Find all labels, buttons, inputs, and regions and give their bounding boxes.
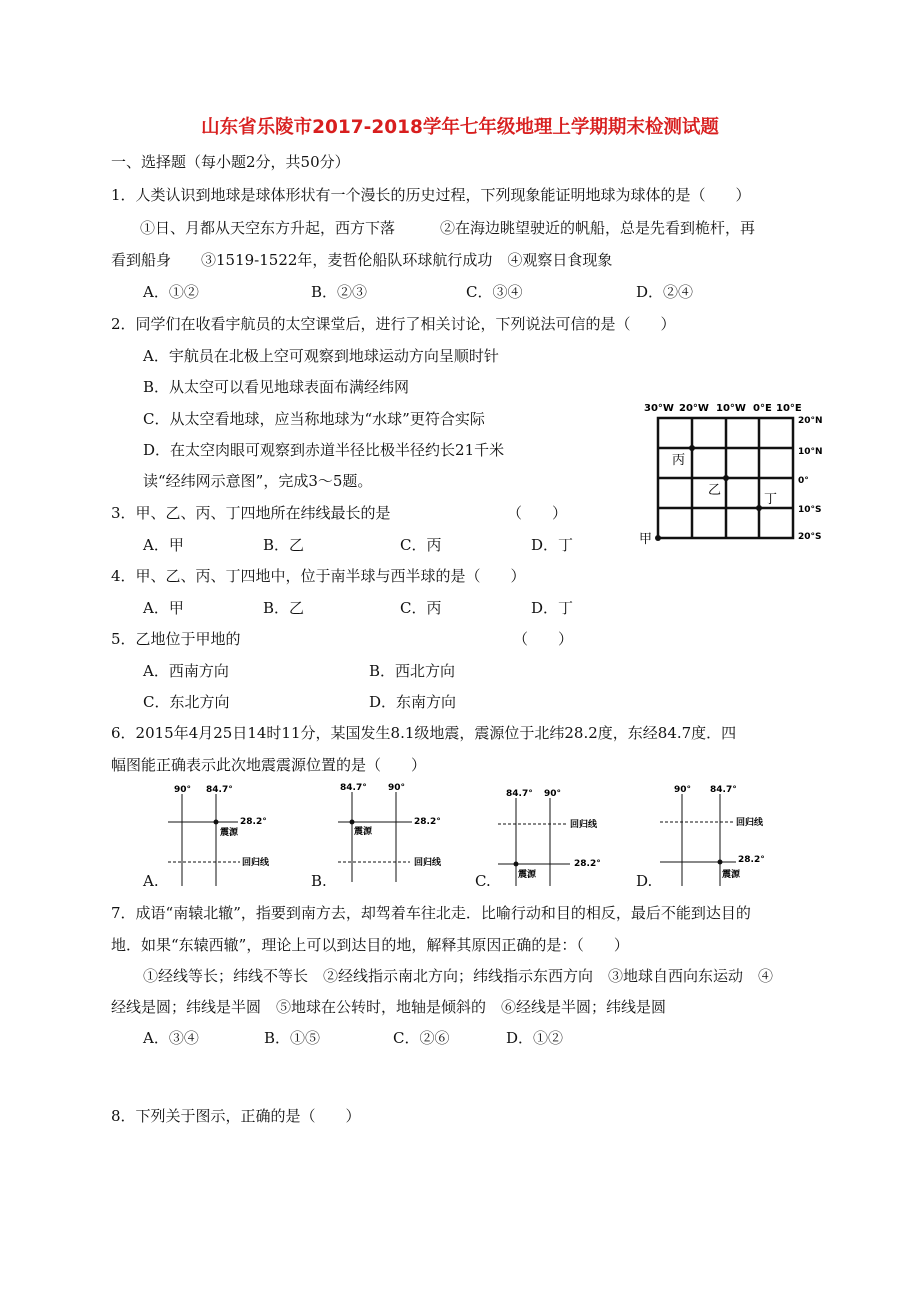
fig-b-lon847: 84.7° [340,783,367,793]
question-2-option-c: C．从太空看地球，应当称地球为“水球”更符合实际 [143,410,485,428]
fig-a-lon90: 90° [174,785,192,795]
quake-figure-a [160,782,290,887]
question-6-letter-c: C. [475,872,491,890]
question-4-option-c: C．丙 [400,599,442,617]
question-4-option-d: D．丁 [531,599,574,617]
point-yi-label: 乙 [708,483,722,498]
question-6-line2: 幅图能正确表示此次地震震源位置的是（ ） [111,756,427,774]
quake-figure-b [330,778,460,883]
fig-a-tropic: 回归线 [242,858,270,868]
question-7-line2: 地．如果“东辕西辙”，理论上可以到达目的地，解释其原因正确的是：（ ） [111,936,629,954]
fig-b-quake: 震源 [354,827,373,837]
question-6-letter-d: D. [636,872,653,890]
question-5-stem: 5．乙地位于甲地的 [111,630,241,648]
question-2-option-b: B．从太空可以看见地球表面布满经纬网 [143,378,410,396]
point-jia-label: 甲 [639,532,653,547]
point-bing-label: 丙 [672,453,686,468]
fig-d-tropic: 回归线 [736,818,764,828]
point-jia-marker [655,535,661,541]
question-5-option-d: D．东南方向 [369,693,457,711]
quake-figure-c [490,782,620,887]
quake-figure-d [652,782,787,887]
grid-lon-label-0e: 0°E [753,403,772,414]
grid-lat-label-10n: 10°N [798,447,823,457]
fig-a-lat: 28.2° [240,817,267,827]
fig-d-quake: 震源 [722,870,741,880]
grid-lon-label-10w: 10°W [716,403,746,414]
point-ding-marker [756,505,762,511]
read-instruction: 读“经纬网示意图”，完成3～5题。 [143,472,373,490]
grid-lat-label-0: 0° [798,476,809,486]
question-5-option-a: A．西南方向 [143,662,229,680]
question-3-option-b: B．乙 [263,536,305,554]
fig-b-lat: 28.2° [414,817,441,827]
fig-c-quake: 震源 [518,870,537,880]
question-4-option-b: B．乙 [263,599,305,617]
question-7-option-d: D．①② [506,1029,564,1047]
grid-lat-label-10s: 10°S [798,505,822,515]
question-4-option-a: A．甲 [143,599,184,617]
question-2-option-a: A．宇航员在北极上空可观察到地球运动方向呈顺时针 [143,347,499,365]
question-1-option-d: D．②④ [636,283,694,301]
page-title: 山东省乐陵市2017-2018学年七年级地理上学期期末检测试题 [201,117,719,138]
question-7-line1: 7．成语“南辕北辙”，指要到南方去，却驾着车往北走．比喻行动和目的相反，最后不能到达目的 [111,904,751,922]
question-1-option-b: B．②③ [311,283,368,301]
fig-a-quake: 震源 [220,828,239,838]
point-yi-marker [723,475,729,481]
question-7-option-a: A．③④ [143,1029,199,1047]
question-7-option-c: C．②⑥ [393,1029,450,1047]
fig-b-lon90: 90° [388,783,406,793]
fig-d-lon90: 90° [674,785,692,795]
question-1-option-a: A．①② [143,283,199,301]
question-4-stem: 4．甲、乙、丙、丁四地中，位于南半球与西半球的是（ ） [111,567,526,585]
fig-d-lon847: 84.7° [710,785,737,795]
question-7-option-b: B．①⑤ [264,1029,321,1047]
latitude-longitude-grid-figure [636,396,823,548]
question-1-line3: 看到船身 ③1519-1522年，麦哲伦船队环球航行成功 ④观察日食现象 [111,251,613,269]
question-2-option-d: D．在太空肉眼可观察到赤道半径比极半径约长21千米 [143,441,505,459]
fig-b-tropic: 回归线 [414,858,442,868]
question-3-stem: 3．甲、乙、丙、丁四地所在纬线最长的是 [111,504,391,522]
point-bing-marker [689,445,695,451]
grid-lon-label-30w: 30°W [644,403,674,414]
question-1-line2: ①日、月都从天空东方升起，西方下落 ②在海边眺望驶近的帆船，总是先看到桅杆，再 [140,219,756,237]
question-5-paren: （ ） [513,630,574,648]
question-6-letter-b: B. [311,872,327,890]
question-6-letter-a: A. [143,872,159,890]
fig-c-lon90: 90° [544,789,562,799]
question-8-stem: 8．下列关于图示，正确的是（ ） [111,1107,361,1125]
question-3-option-c: C．丙 [400,536,442,554]
fig-a-lon847: 84.7° [206,785,233,795]
question-1-option-c: C．③④ [466,283,523,301]
grid-lon-label-20w: 20°W [679,403,709,414]
question-7-line3: ①经线等长；纬线不等长 ②经线指示南北方向；纬线指示东西方向 ③地球自西向东运动 ④ [143,967,774,985]
question-7-line4: 经线是圆；纬线是半圆 ⑤地球在公转时，地轴是倾斜的 ⑥经线是半圆；纬线是圆 [111,998,667,1016]
question-3-paren: （ ） [507,504,568,522]
question-5-option-c: C．东北方向 [143,693,230,711]
fig-c-lon847: 84.7° [506,789,533,799]
question-2-stem: 2．同学们在收看宇航员的太空课堂后，进行了相关讨论，下列说法可信的是（ ） [111,315,676,333]
grid-lat-label-20s: 20°S [798,532,822,542]
question-5-option-b: B．西北方向 [369,662,456,680]
fig-d-lat: 28.2° [738,855,765,865]
question-3-option-a: A．甲 [143,536,184,554]
fig-c-lat: 28.2° [574,859,601,869]
fig-c-tropic: 回归线 [570,820,598,830]
grid-lat-label-20n: 20°N [798,416,823,426]
section-heading: 一、选择题（每小题2分，共50分） [111,153,350,171]
grid-lon-label-10e: 10°E [776,403,802,414]
point-ding-label: 丁 [764,492,778,507]
question-6-line1: 6．2015年4月25日14时11分，某国发生8.1级地震，震源位于北纬28.2度，东经84.7度．四 [111,724,737,742]
question-3-option-d: D．丁 [531,536,574,554]
question-1-stem: 1．人类认识到地球是球体形状有一个漫长的历史过程，下列现象能证明地球为球体的是（ ） [111,186,751,204]
